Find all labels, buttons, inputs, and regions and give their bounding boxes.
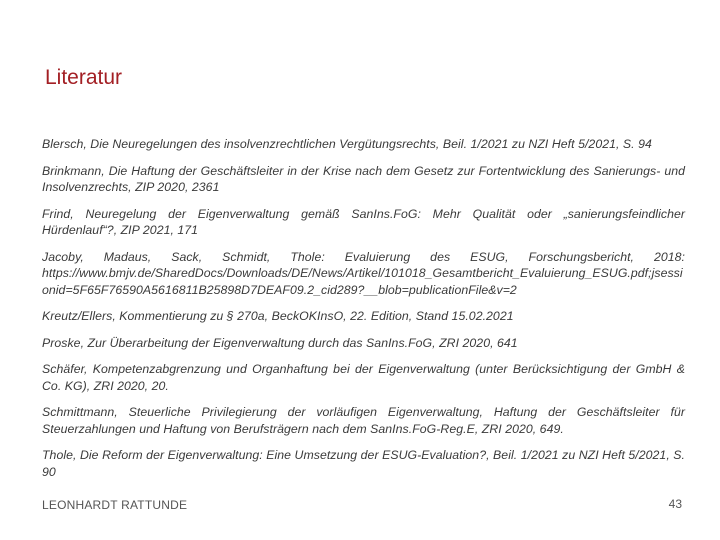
- reference-item: Thole, Die Reform der Eigenverwaltung: Eine Umsetzung der ESUG-Evaluation?, Beil. 1/2021 zu NZI Heft 5/2021, S. 90: [42, 448, 685, 479]
- reference-item: Proske, Zur Überarbeitung der Eigenverwaltung durch das SanIns.FoG, ZRI 2020, 641: [42, 335, 518, 350]
- reference-item: Jacoby, Madaus, Sack, Schmidt, Thole: Evaluierung des ESUG, Forschungsbericht, 2018: https://www.bmjv.de/SharedDocs/Downloads/DE/News/Artikel/101018_Gesamtbericht_Evaluierung_ESUG.pdf;jsessionid=5F65F76590A5616811B25898D7DEAF09.2_cid289?__blob=publicationFile&v=2: [42, 249, 685, 297]
- reference-item: Schmittmann, Steuerliche Privilegierung der vorläufigen Eigenverwaltung, Haftung der Geschäftsleiter für Steuerzahlungen und Haftung von Berufsträgern nach dem SanIns.FoG-Reg.E, ZRI 2020, 649.: [42, 405, 685, 436]
- slide-title: Literatur: [45, 66, 123, 89]
- reference-item: Brinkmann, Die Haftung der Geschäftsleiter in der Krise nach dem Gesetz zur Fortentwicklung des Sanierungs- und Insolvenzrechts, ZIP 2020, 2361: [42, 163, 685, 194]
- reference-list: [42, 136, 685, 490]
- footer-brand: LEONHARDT RATTUNDE: [42, 498, 188, 512]
- reference-item: Frind, Neuregelung der Eigenverwaltung gemäß SanIns.FoG: Mehr Qualität oder „sanierungsfeindlicher Hürdenlauf“?, ZIP 2021, 171: [42, 206, 685, 237]
- page-number: 43: [668, 497, 682, 511]
- reference-item: Kreutz/Ellers, Kommentierung zu § 270a, BeckOKInsO, 22. Edition, Stand 15.02.2021: [42, 309, 514, 323]
- reference-item: Blersch, Die Neuregelungen des insolvenzrechtlichen Vergütungsrechts, Beil. 1/2021 zu NZI Heft 5/2021, S. 94: [42, 137, 652, 151]
- reference-item: Schäfer, Kompetenzabgrenzung und Organhaftung bei der Eigenverwaltung (unter Berücksichtigung der GmbH & Co. KG), ZRI 2020, 20.: [42, 362, 685, 393]
